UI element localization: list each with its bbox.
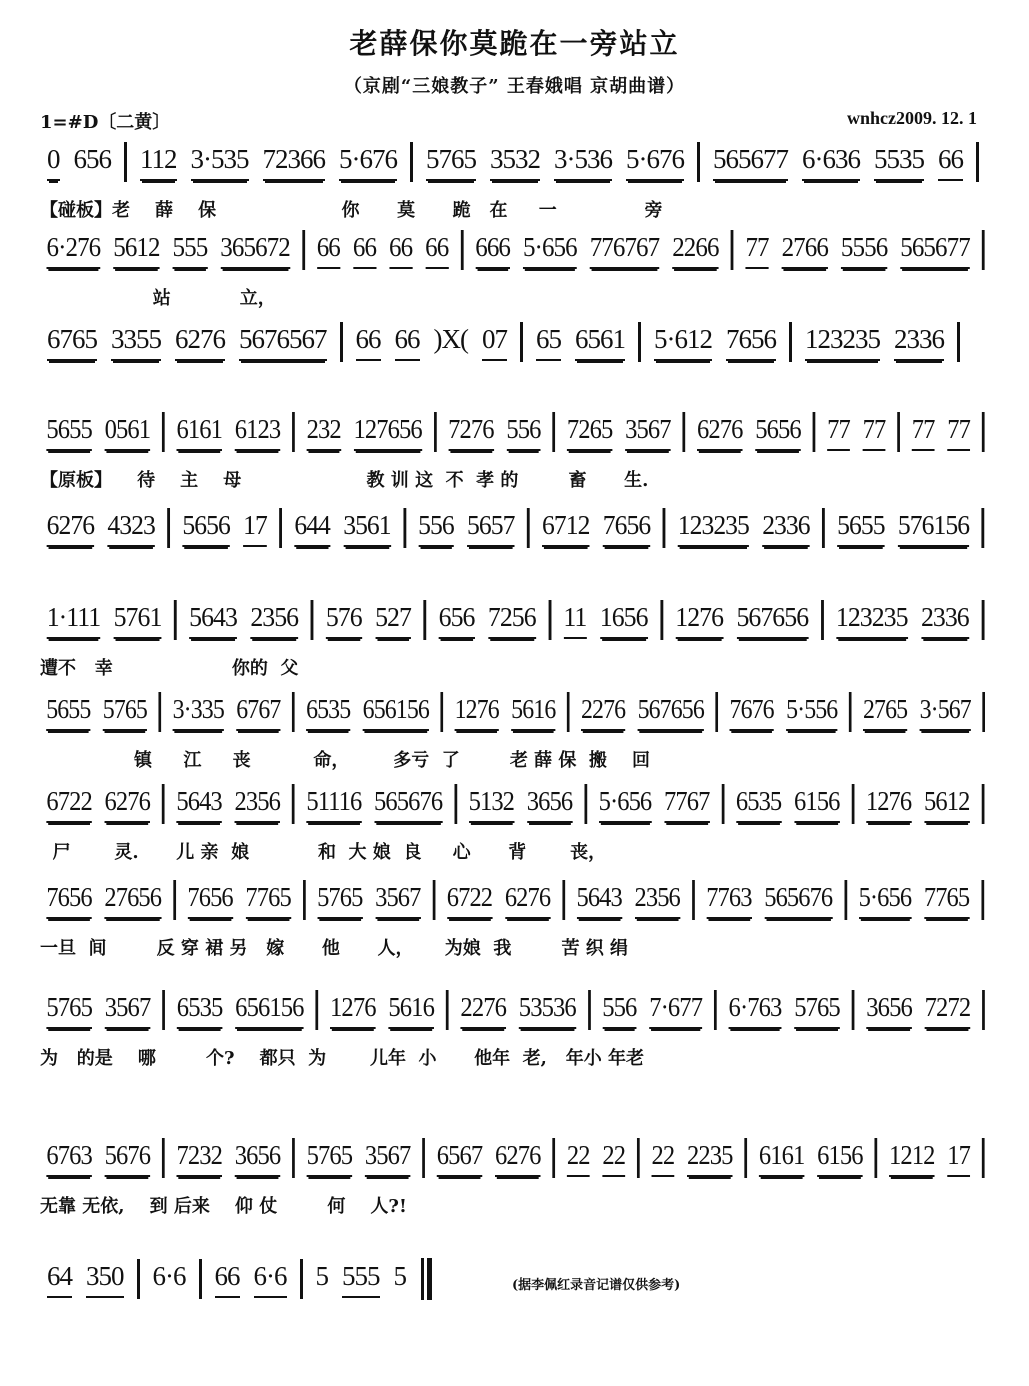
note-group: 3656: [866, 992, 912, 1029]
barline: [821, 600, 824, 640]
note-group: 6·276: [46, 232, 100, 269]
barline: [852, 990, 855, 1030]
note-group: 1·111: [47, 602, 101, 639]
notes-row: [40, 230, 970, 282]
barline: [562, 880, 565, 920]
note-group: 7656: [726, 324, 776, 361]
barline: [637, 1138, 640, 1178]
note-group: 127656: [353, 414, 421, 451]
barline: [162, 990, 165, 1030]
barline: [423, 600, 426, 640]
lyrics-row: [40, 1312, 990, 1342]
note-group: 77: [912, 414, 935, 451]
note-group: 656: [73, 144, 111, 175]
score-line: [40, 230, 990, 322]
note-group: 3567: [375, 882, 420, 919]
barline: [714, 990, 717, 1030]
note-group: 5556: [841, 232, 887, 269]
note-group: 6767: [236, 694, 280, 731]
note-group: 123235: [836, 602, 908, 639]
lyrics-row: [40, 562, 990, 592]
barline: [174, 600, 177, 640]
note-group: 22: [567, 1140, 590, 1177]
note-group: 656156: [235, 992, 303, 1029]
note-group: 5765: [794, 992, 840, 1029]
note-group: 0: [47, 144, 60, 181]
note-group: 644: [294, 510, 330, 547]
note-group: 6·6: [254, 1261, 287, 1298]
barline: [279, 508, 282, 548]
barline: [663, 508, 666, 548]
note-group: 66: [353, 232, 376, 269]
barline: [527, 508, 530, 548]
note-group: 1276: [330, 992, 376, 1029]
note-group: 5·556: [786, 694, 837, 731]
barline: [410, 142, 413, 182]
barline: [981, 880, 984, 920]
lyrics-row: 为 的是 哪 个? 都只 为 儿年 小 他年 老, 年小 年老: [40, 1048, 645, 1069]
note-group: 2765: [863, 694, 907, 731]
score-line: [40, 990, 990, 1082]
barline: [162, 1138, 165, 1178]
lyrics-row: 【原板】 待 主 母 教 训 这 不 孝 的 畜 生.: [40, 470, 649, 491]
barline: [851, 784, 854, 824]
score-line: [40, 784, 990, 876]
note-group: 17: [243, 510, 267, 547]
note-group: 365672: [220, 232, 290, 269]
barline: [981, 508, 984, 548]
note-group: 5655: [46, 414, 92, 451]
barline: [584, 784, 587, 824]
note-group: 7656: [603, 510, 650, 547]
score-line: [40, 1138, 990, 1230]
note-group: 5132: [469, 786, 514, 823]
barline: [422, 1138, 425, 1178]
notes-row: [40, 692, 971, 744]
barline: [789, 322, 792, 362]
note-group: 2356: [235, 786, 280, 823]
note-group: 7·677: [649, 992, 702, 1029]
note-group: 51116: [306, 786, 361, 823]
note-group: 5·656: [859, 882, 912, 919]
barline: [638, 322, 641, 362]
note-group: 556: [418, 510, 454, 547]
note-group: 7767: [664, 786, 709, 823]
barline: [315, 990, 318, 1030]
lyrics-row: 【碰板】老 薛 保 你 莫 跪 在 一 旁: [40, 200, 663, 221]
note-group: 6535: [736, 786, 781, 823]
note-group: 5765: [103, 694, 147, 731]
barline: [982, 412, 985, 452]
note-group: 3·535: [191, 144, 249, 181]
key-signature: 1=#D〔二黄〕: [40, 112, 171, 133]
barline: [173, 880, 176, 920]
barline: [446, 990, 449, 1030]
barline: [434, 412, 437, 452]
barline: [982, 1138, 985, 1178]
barline: [199, 1259, 202, 1299]
note-group: 3·335: [173, 694, 224, 731]
note-group: 5·676: [339, 144, 397, 181]
note-group: 556: [602, 992, 636, 1029]
note-group: 6276: [697, 414, 743, 451]
note-group: 5765: [426, 144, 476, 181]
barline: [692, 880, 695, 920]
note-group: 66: [389, 232, 412, 269]
note-group: 4323: [107, 510, 154, 547]
note-group: 5656: [182, 510, 229, 547]
score-line: [40, 600, 990, 692]
barline: [548, 600, 551, 640]
note-group: 565677: [713, 144, 788, 181]
score-line: [40, 692, 990, 784]
barline: [552, 1138, 555, 1178]
note-group: 6567: [437, 1140, 483, 1177]
score-line: [40, 508, 990, 600]
note-group: 6123: [235, 414, 280, 451]
barline: [982, 230, 985, 270]
barline: [460, 230, 463, 270]
barline: [660, 600, 663, 640]
barline: [715, 692, 718, 732]
barline: [158, 692, 161, 732]
note-group: 5656: [755, 414, 801, 451]
barline: [292, 784, 295, 824]
note-group: 6276: [175, 324, 225, 361]
note-group: 7232: [177, 1140, 223, 1177]
note-group: 2336: [921, 602, 969, 639]
note-group: 0561: [105, 414, 151, 451]
note-group: 5765: [46, 992, 92, 1029]
barline: [124, 142, 127, 182]
note-group: 77: [827, 414, 850, 451]
barline: [849, 692, 852, 732]
barline: [822, 508, 825, 548]
barline: [957, 322, 960, 362]
note-group: 3656: [235, 1140, 280, 1177]
barline: [813, 412, 816, 452]
note-group: 5·656: [599, 786, 652, 823]
note-group: 3567: [365, 1140, 411, 1177]
note-group: 112: [140, 144, 177, 181]
note-group: 567656: [736, 602, 808, 639]
note-group: )X(: [433, 324, 468, 355]
barline: [311, 600, 314, 640]
barline: [552, 412, 555, 452]
note-group: 5676: [105, 1140, 151, 1177]
barline: [440, 692, 443, 732]
note-group: 6·763: [729, 992, 782, 1029]
note-group: 6276: [47, 510, 94, 547]
barline: [137, 1259, 140, 1299]
note-group: 2356: [635, 882, 680, 919]
note-group: 5765: [317, 882, 362, 919]
note-group: 567656: [638, 694, 704, 731]
notes-row: [40, 880, 970, 932]
barline: [303, 880, 306, 920]
note-group: 576156: [898, 510, 969, 547]
note-group: 565677: [900, 232, 970, 269]
note-group: 6276: [105, 786, 150, 823]
lyrics-row: 站 立，: [40, 288, 276, 309]
barline: [844, 880, 847, 920]
note-group: 66: [395, 324, 420, 361]
note-group: 5643: [176, 786, 221, 823]
note-group: 3567: [625, 414, 671, 451]
note-group: 77: [947, 414, 970, 451]
note-group: 7765: [924, 882, 969, 919]
note-group: 5612: [113, 232, 159, 269]
lyrics-row: 镇 江 丧 命， 多亏 了 老 薛 保 搬 回: [40, 750, 650, 771]
note-group: 66: [317, 232, 340, 269]
note-group: 53536: [519, 992, 576, 1029]
note-group: 66: [938, 144, 963, 181]
note-group: 2336: [894, 324, 944, 361]
note-group: 5535: [874, 144, 924, 181]
barline: [302, 230, 305, 270]
note-group: 123235: [678, 510, 749, 547]
note-group: 5: [393, 1261, 406, 1292]
note-group: 6156: [817, 1140, 863, 1177]
note-group: 2766: [782, 232, 828, 269]
note-group: 555: [342, 1261, 380, 1298]
note-group: 556: [506, 414, 540, 451]
note-group: 5643: [189, 602, 237, 639]
note-group: 7272: [925, 992, 971, 1029]
note-group: 11: [563, 602, 586, 639]
barline: [567, 692, 570, 732]
barline: [162, 412, 165, 452]
notes-row: [40, 412, 971, 464]
notes-row: [40, 1138, 971, 1190]
score-line: [40, 1258, 990, 1350]
note-group: 5·676: [626, 144, 684, 181]
barline: [340, 322, 343, 362]
note-group: 350: [86, 1261, 124, 1298]
note-group: 66: [215, 1261, 240, 1298]
barline: [300, 1259, 303, 1299]
note-group: 27656: [104, 882, 161, 919]
barline: [292, 692, 295, 732]
note-group: 5616: [511, 694, 555, 731]
barline: [982, 692, 985, 732]
note-group: 5676567: [239, 324, 327, 361]
barline: [697, 142, 700, 182]
note-group: 666: [475, 232, 510, 269]
note-group: 6535: [177, 992, 223, 1029]
note-group: 7656: [46, 882, 91, 919]
note-group: 65: [536, 324, 561, 361]
note-group: 2336: [762, 510, 809, 547]
note-group: 1212: [889, 1140, 935, 1177]
note-group: 5·612: [654, 324, 712, 361]
note-group: 77: [863, 414, 886, 451]
barline: [588, 990, 591, 1030]
barline: [454, 784, 457, 824]
footnote: (据李佩红录音记谱仅供参考): [512, 1278, 681, 1293]
note-group: 7676: [730, 694, 774, 731]
note-group: 232: [307, 414, 341, 451]
note-group: 5657: [467, 510, 514, 547]
note-group: 3·536: [554, 144, 612, 181]
barline: [874, 1138, 877, 1178]
barline: [292, 412, 295, 452]
note-group: 5765: [307, 1140, 353, 1177]
note-group: 6161: [177, 414, 223, 451]
notes-row: [40, 508, 970, 560]
note-group: 77: [745, 232, 768, 269]
note-group: 1276: [866, 786, 911, 823]
score-line: [40, 322, 990, 414]
score-line: [40, 412, 990, 504]
note-group: 123235: [805, 324, 880, 361]
barline: [403, 508, 406, 548]
barline: [162, 784, 165, 824]
note-group: 3355: [111, 324, 161, 361]
note-group: 64: [47, 1261, 72, 1298]
score-line: [40, 880, 990, 972]
note-group: 6561: [575, 324, 625, 361]
notes-row: [40, 990, 971, 1042]
note-group: 6·6: [152, 1261, 186, 1292]
note-group: 07: [482, 324, 507, 361]
note-group: 2276: [460, 992, 506, 1029]
note-group: 565676: [374, 786, 442, 823]
lyrics-row: [40, 376, 990, 406]
note-group: 5: [315, 1261, 328, 1292]
barline: [976, 142, 979, 182]
note-group: 5761: [114, 602, 162, 639]
note-group: 6722: [447, 882, 492, 919]
note-group: 6765: [47, 324, 97, 361]
note-group: 1276: [455, 694, 499, 731]
note-group: 6161: [759, 1140, 805, 1177]
note-group: 3656: [527, 786, 572, 823]
note-group: 1276: [675, 602, 723, 639]
notes-row: [40, 142, 990, 194]
barline: [721, 784, 724, 824]
note-group: 6·636: [802, 144, 860, 181]
note-group: 6535: [306, 694, 350, 731]
note-group: 72366: [263, 144, 326, 181]
note-group: 7656: [187, 882, 232, 919]
barline: [167, 508, 170, 548]
note-group: 2276: [581, 694, 625, 731]
barline: [981, 784, 984, 824]
note-group: 6712: [542, 510, 589, 547]
barline: [432, 880, 435, 920]
note-group: 3·567: [920, 694, 971, 731]
note-group: 1656: [600, 602, 648, 639]
note-group: 6276: [495, 1140, 541, 1177]
note-group: 22: [652, 1140, 675, 1177]
barline: [292, 1138, 295, 1178]
page-title: 老薛保你莫跪在一旁站立: [349, 27, 680, 60]
barline: [981, 600, 984, 640]
note-group: 7276: [448, 414, 494, 451]
note-group: 66: [356, 324, 381, 361]
note-group: 6156: [794, 786, 839, 823]
note-group: 22: [602, 1140, 625, 1177]
note-group: 5655: [837, 510, 884, 547]
note-group: 656: [439, 602, 475, 639]
note-group: 7763: [706, 882, 751, 919]
barline: [982, 990, 985, 1030]
note-group: 3532: [490, 144, 540, 181]
note-group: 6722: [46, 786, 91, 823]
note-group: 527: [375, 602, 411, 639]
barline: [731, 230, 734, 270]
note-group: 576: [326, 602, 362, 639]
score-line: [40, 142, 990, 234]
note-group: 2356: [250, 602, 298, 639]
note-group: 7265: [567, 414, 613, 451]
note-group: 3567: [105, 992, 151, 1029]
notes-row: [40, 322, 990, 374]
note-group: 2235: [687, 1140, 733, 1177]
note-group: 5612: [924, 786, 969, 823]
note-group: 5·656: [523, 232, 577, 269]
note-group: 776767: [590, 232, 660, 269]
notes-row: [40, 600, 969, 652]
note-group: 6763: [46, 1140, 92, 1177]
barline: [744, 1138, 747, 1178]
lyrics-row: 无靠 无依, 到 后来 仰 仗 何 人?!: [40, 1196, 407, 1217]
note-group: 565676: [764, 882, 832, 919]
note-group: 6276: [505, 882, 550, 919]
transcriber-credit: wnhcz2009. 12. 1: [847, 108, 977, 128]
barline: [897, 412, 900, 452]
lyrics-row: 一旦 间 反 穿 裙 另 嫁 他 人， 为娘 我 苦 织 绢: [40, 938, 628, 959]
note-group: 555: [173, 232, 208, 269]
note-group: 2266: [672, 232, 718, 269]
barline: [520, 322, 523, 362]
note-group: 66: [425, 232, 448, 269]
note-group: 17: [947, 1140, 970, 1177]
page-subtitle: （京剧“三娘教子” 王春娥唱 京胡曲谱）: [343, 76, 686, 97]
barline: [682, 412, 685, 452]
note-group: 5655: [46, 694, 90, 731]
lyrics-row: 尸 灵. 儿 亲 娘 和 大 娘 良 心 背 丧，: [40, 842, 607, 863]
note-group: 3561: [343, 510, 390, 547]
lyrics-row: 遭不 幸 你的 父: [40, 658, 299, 679]
notes-row: [40, 784, 970, 836]
note-group: 656156: [363, 694, 429, 731]
final-barline: [421, 1258, 432, 1300]
note-group: 7765: [245, 882, 290, 919]
note-group: 5616: [388, 992, 434, 1029]
note-group: 5643: [576, 882, 621, 919]
note-group: 7256: [488, 602, 536, 639]
